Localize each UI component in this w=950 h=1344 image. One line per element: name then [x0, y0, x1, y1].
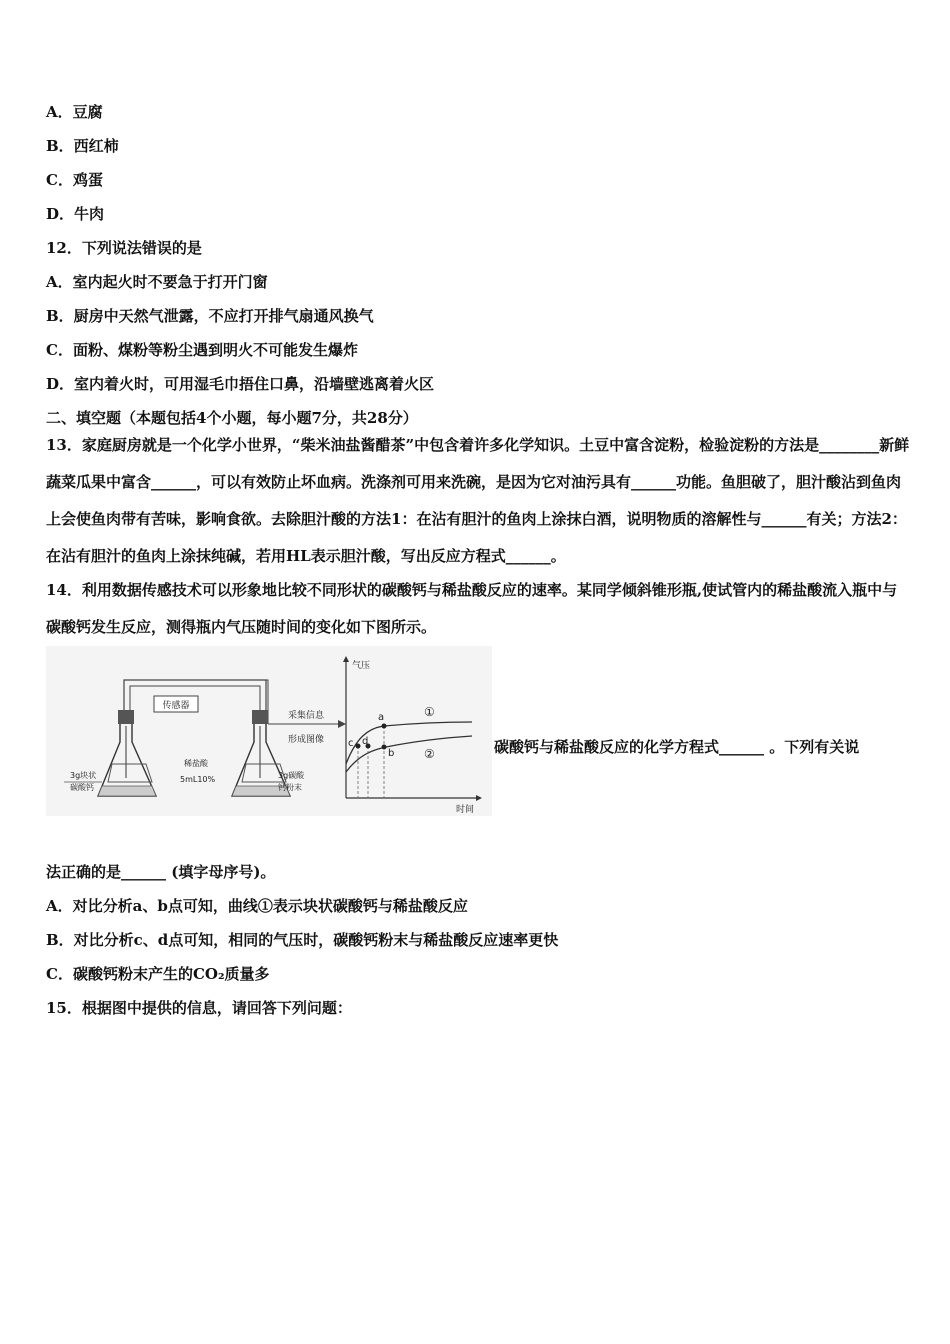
collect-label-2: 形成图像: [287, 735, 325, 745]
q14-option-a: A．对比分析a、b点可知，曲线①表示块状碳酸钙与稀盐酸反应: [46, 897, 468, 915]
q14-option-c: C．碳酸钙粉末产生的CO₂质量多: [46, 965, 270, 983]
experiment-figure: [46, 646, 492, 816]
q11-option-d: D．牛肉: [46, 205, 105, 223]
label-c: c: [348, 738, 354, 749]
q13-text: 13．家庭厨房就是一个化学小世界，“柴米油盐酱醋茶”中包含着许多化学知识。土豆中富含淀粉，检验淀粉的方法是________新鲜蔬菜瓜果中富含______，可以有效防止坏血病。洗涤剂可用来洗碗，是因为它对油污具有______功能。鱼胆破了，胆汁酸沾到鱼肉上会使鱼肉带有苦味，影响食欲。去除胆汁酸的方法1：在沾有胆汁的鱼肉上涂抹白酒，说明物质的溶解性与______有关；方法2：在沾有胆汁的鱼肉上涂抹纯碱，若用HL表示胆汁酸，写出反应方程式______。: [46, 436, 910, 565]
sensor-label: 传感器: [162, 701, 190, 711]
q11-option-b: B．西红柿: [46, 137, 119, 155]
point-b: [382, 745, 387, 750]
label-d: d: [362, 736, 369, 747]
section-heading: 二、填空题（本题包括4个小题，每小题7分，共28分）: [46, 409, 418, 427]
q14-side-text: 碳酸钙与稀盐酸反应的化学方程式______ 。下列有关说: [494, 738, 860, 756]
flask1-stopper: [118, 710, 134, 724]
acid-label-1: 稀盐酸: [184, 759, 208, 768]
curve1-label: ①: [424, 705, 435, 719]
q14-continued: 法正确的是______ (填字母序号)。: [46, 863, 276, 881]
q15-stem: 15．根据图中提供的信息，请回答下列问题：: [46, 999, 352, 1017]
flask1-label-2: 碳酸钙: [70, 783, 94, 792]
q12-option-a: A．室内起火时不要急于打开门窗: [46, 273, 268, 291]
q12-option-d: D．室内着火时，可用湿毛巾捂住口鼻，沿墙壁逃离着火区: [46, 375, 435, 393]
flask2-stopper: [252, 710, 268, 724]
experiment-diagram: [46, 646, 492, 816]
flask2-label-1: 3g碳酸: [278, 771, 305, 780]
curve2-label: ②: [424, 747, 435, 761]
collect-label-1: 采集信息: [287, 711, 325, 721]
flask1-solid: [98, 786, 156, 796]
q12-option-c: C．面粉、煤粉等粉尘遇到明火不可能发生爆炸: [46, 341, 358, 359]
acid-label-2: 5mL10%: [180, 775, 216, 784]
q12-stem: 12．下列说法错误的是: [46, 239, 202, 257]
y-axis-label: 气压: [352, 661, 371, 671]
label-b: b: [388, 748, 395, 759]
q14-stem: 14．利用数据传感技术可以形象地比较不同形状的碳酸钙与稀盐酸反应的速率。某同学倾斜锥形瓶,使试管内的稀盐酸流入瓶中与碳酸钙发生反应，测得瓶内气压随时间的变化如下图所示。: [46, 581, 898, 636]
point-c: [356, 744, 361, 749]
q12-option-b: B．厨房中天然气泄露，不应打开排气扇通风换气: [46, 307, 374, 325]
x-axis-label: 时间: [456, 805, 475, 815]
q14-option-b: B．对比分析c、d点可知，相同的气压时，碳酸钙粉末与稀盐酸反应速率更快: [46, 931, 559, 949]
q11-option-a: A．豆腐: [46, 103, 103, 121]
q11-option-c: C．鸡蛋: [46, 171, 103, 189]
flask2-label-2: 钙粉末: [278, 783, 302, 792]
label-a: a: [378, 712, 385, 723]
point-a: [382, 724, 387, 729]
flask1-label-1: 3g块状: [70, 771, 97, 780]
